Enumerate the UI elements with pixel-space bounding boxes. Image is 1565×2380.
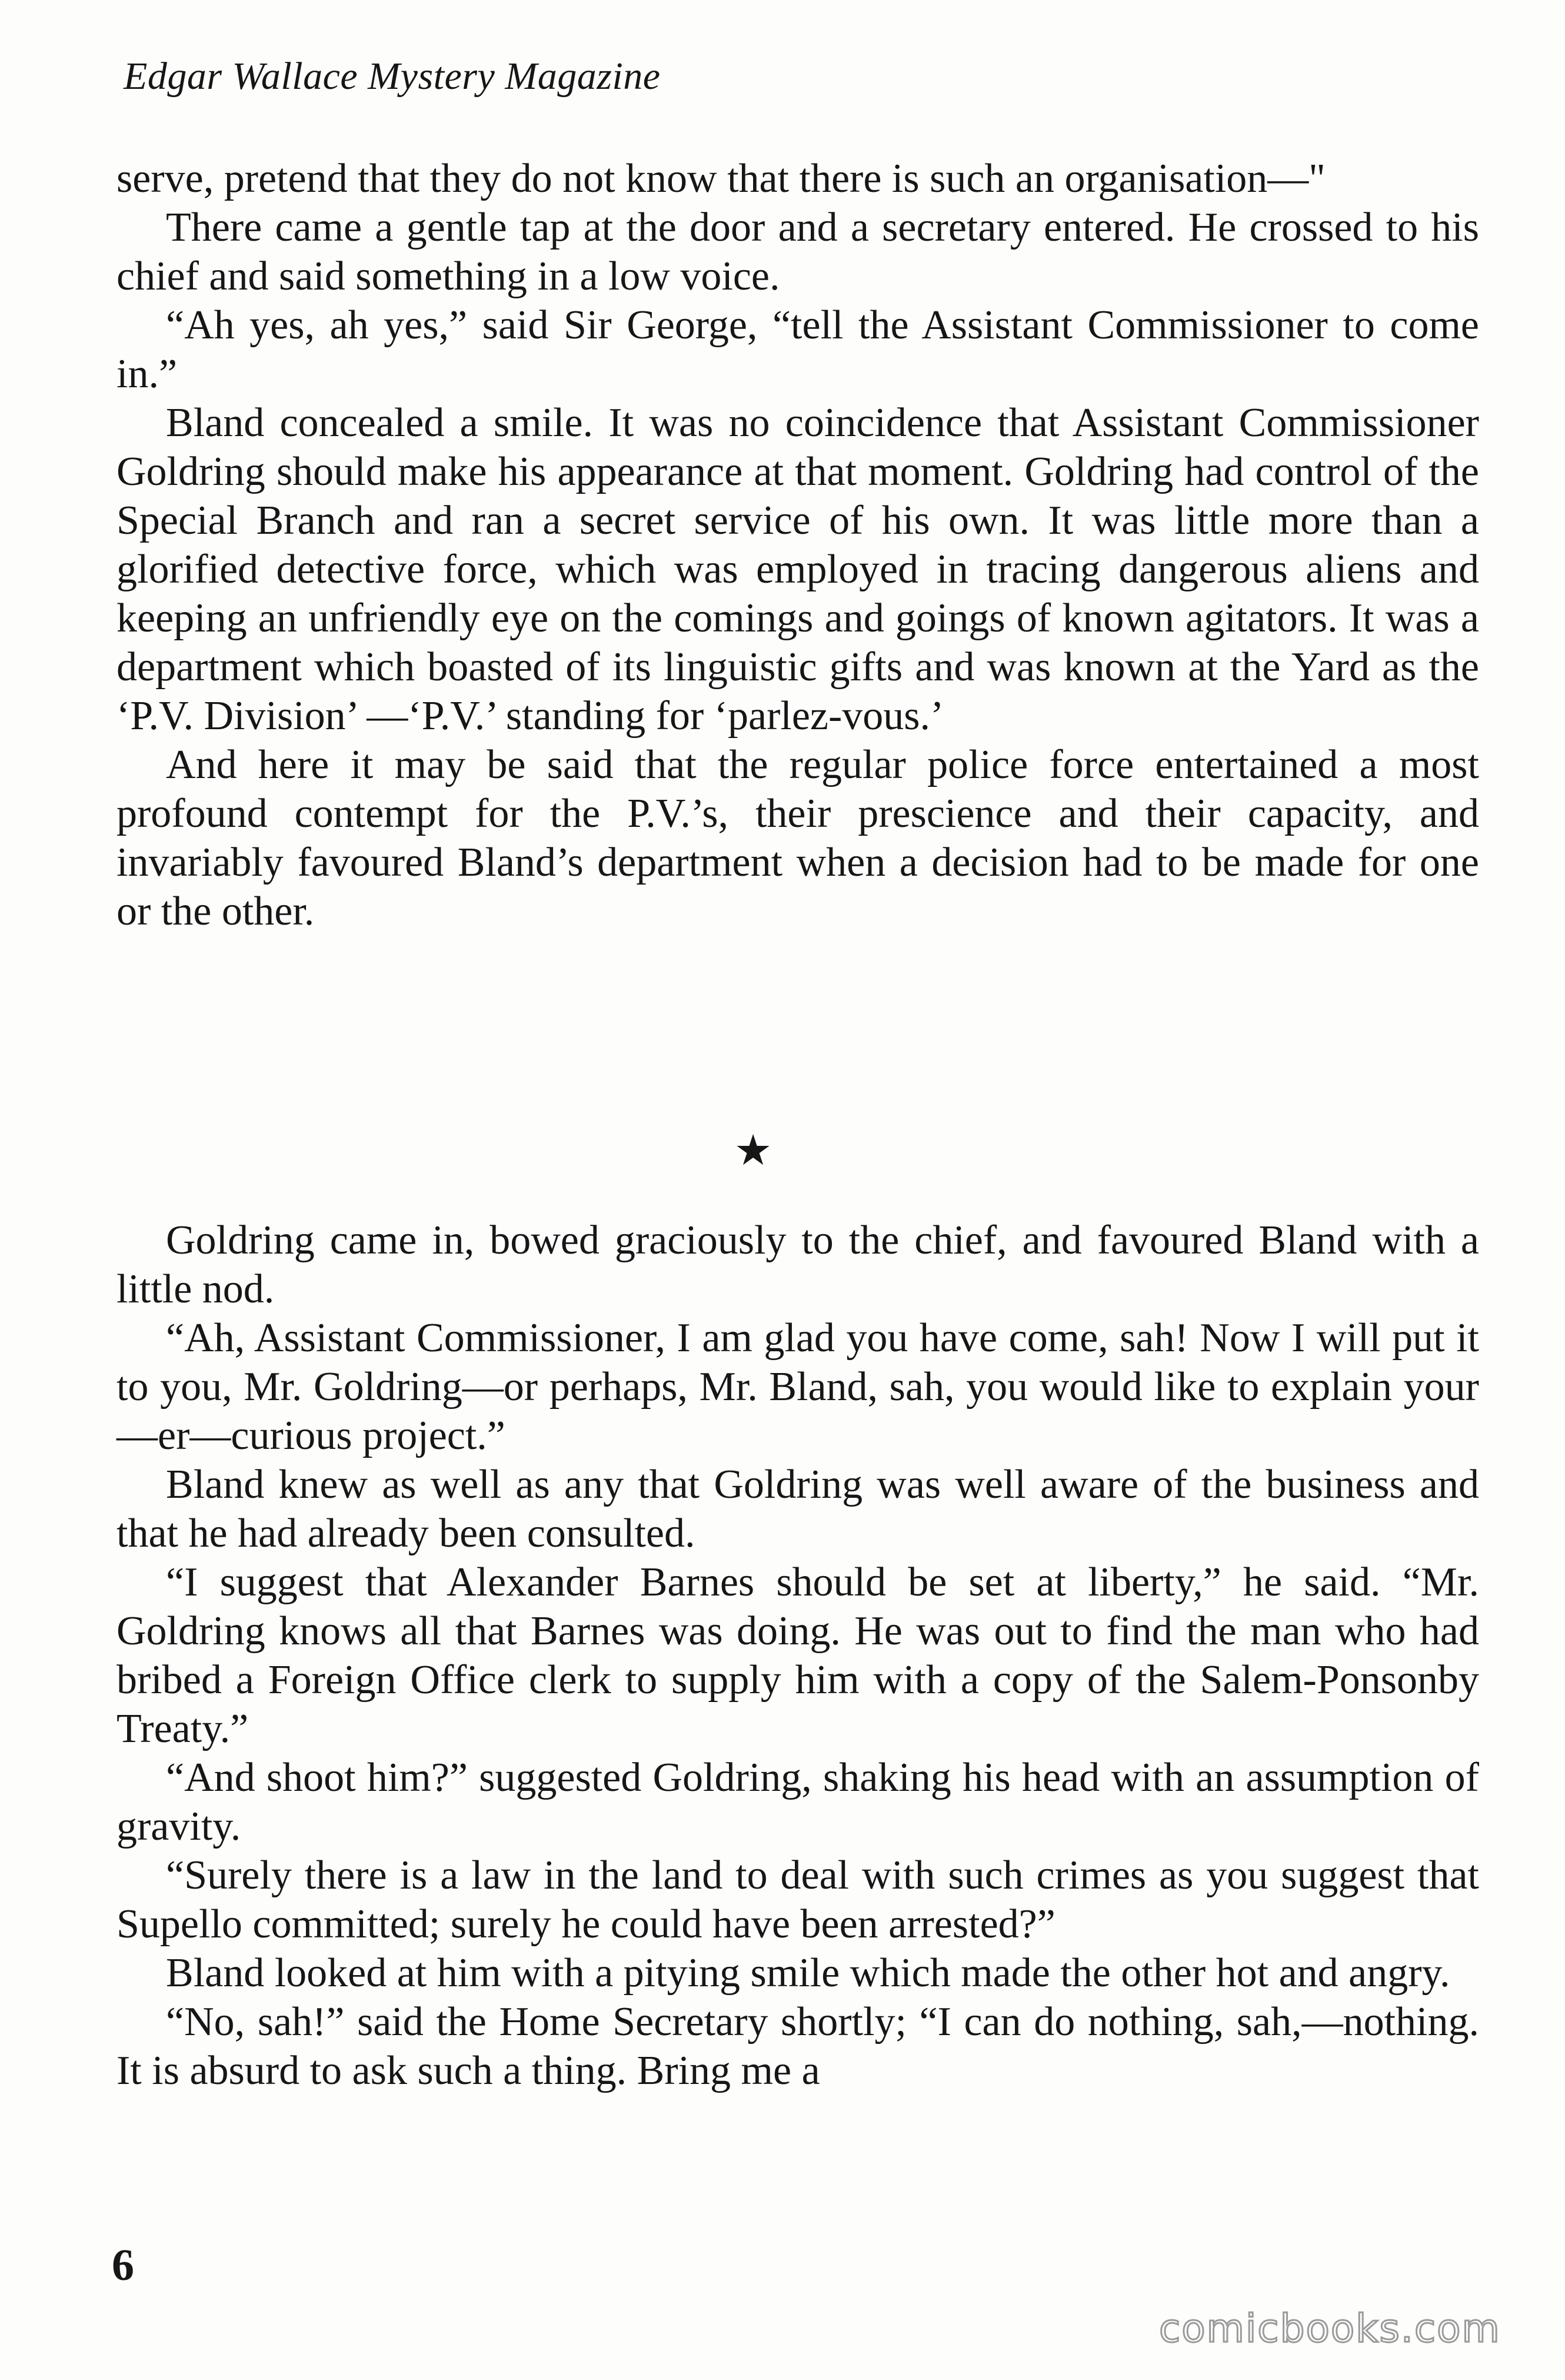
paragraph: “No, sah!” said the Home Secretary shortly; “I can do nothing, sah,—nothing. It is absurd to ask such a thing. Bring me a (116, 1999, 1479, 2093)
paragraph: “I suggest that Alexander Barnes should be set at liberty,” he said. “Mr. Goldring knows all that Barnes was doing. He was out to find the man who had bribed a Foreign Office clerk to supply him with a copy of the Salem-Ponsonby Treaty.” (116, 1560, 1479, 1751)
paragraph: And here it may be said that the regular police force entertained a most profound contempt for the P.V.’s, their prescience and their capacity, and invariably favoured Bland’s department when a decision had to be made for one or the other. (116, 742, 1479, 934)
paragraph: “And shoot him?” suggested Goldring, shaking his head with an assumption of gravity. (116, 1755, 1479, 1849)
watermark: comicbooks.com (1159, 2306, 1501, 2351)
paragraph: “Ah, Assistant Commissioner, I am glad you have come, sah! Now I will put it to you, Mr. Goldring—or perhaps, Mr. Bland, sah, you would like to explain your—er—curious project.” (116, 1315, 1479, 1458)
paragraph: serve, pretend that they do not know that there is such an organisation—" (116, 156, 1326, 201)
paragraph: Bland looked at him with a pitying smile which made the other hot and angry. (166, 1950, 1450, 1996)
paragraph: “Surely there is a law in the land to deal with such crimes as you suggest that Supello committed; surely he could have been arrested?” (116, 1853, 1479, 1947)
page-number: 6 (112, 2241, 134, 2290)
paragraph: Goldring came in, bowed graciously to the chief, and favoured Bland with a little nod. (116, 1218, 1479, 1312)
paragraph: Bland knew as well as any that Goldring was well aware of the business and that he had already been consulted. (116, 1462, 1479, 1556)
paragraph: Bland concealed a smile. It was no coincidence that Assistant Commissioner Goldring should make his appearance at that moment. Goldring had control of the Special Branch and ran a secret service of his own. It was little more than a glorified detective force, which was employed in tracing dangerous aliens and keeping an unfriendly eye on the comings and goings of known agitators. It was a department which boasted of its linguistic gifts and was known at the Yard as the ‘P.V. Division’ —‘P.V.’ standing for ‘parlez-vous.’ (116, 400, 1479, 739)
section-break-star-icon: ★ (734, 1127, 772, 1174)
text-block-before-break (116, 154, 1479, 936)
running-title: Edgar Wallace Mystery Magazine (124, 55, 661, 98)
paragraph: “Ah yes, ah yes,” said Sir George, “tell the Assistant Commissioner to come in.” (116, 303, 1479, 397)
text-block-after-break (116, 1216, 1479, 2095)
paragraph: There came a gentle tap at the door and a secretary entered. He crossed to his chief and said something in a low voice. (116, 205, 1479, 299)
